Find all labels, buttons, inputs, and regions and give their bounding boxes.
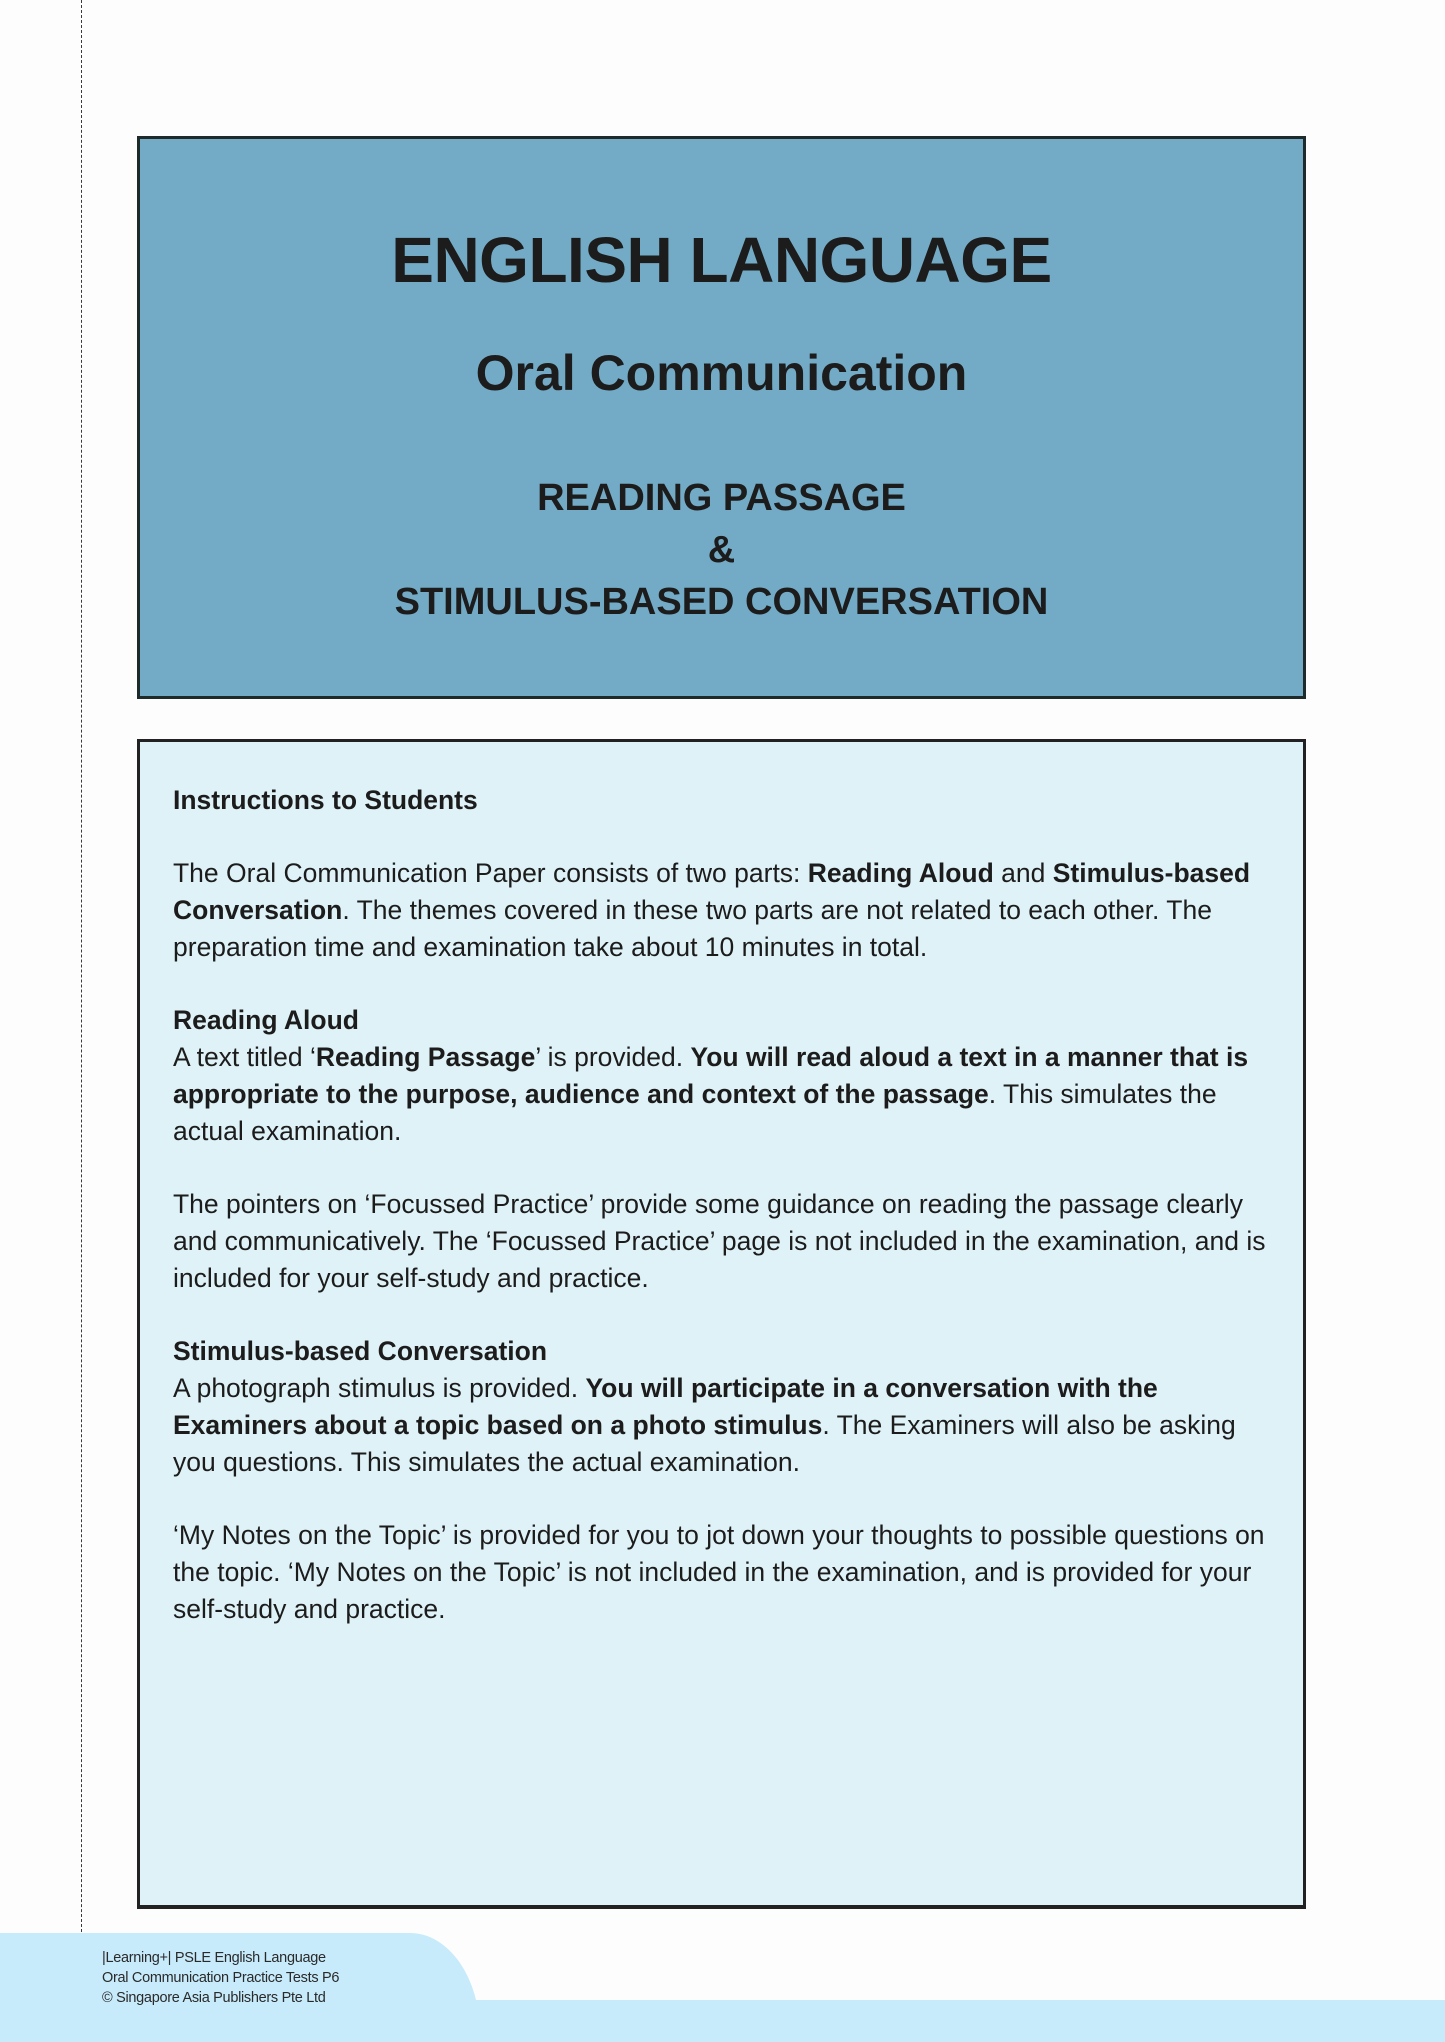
intro-text: . The themes covered in these two parts are not related to each other. The preparation time and examination take about 10 minutes in total.: [173, 895, 1212, 962]
intro-text: The Oral Communication Paper consists of two parts:: [173, 858, 808, 888]
reading-aloud-bold-task: You will read aloud a text in a manner that is appropriate to the purpose, audience and context of the passage: [173, 1042, 1249, 1109]
footer-publisher-info: [102, 1948, 339, 2008]
reading-aloud-section: [173, 1002, 1269, 1150]
my-notes-paragraph: ‘My Notes on the Topic’ is provided for you to jot down your thoughts to possible questions on the topic. ‘My Notes on the Topic’ is not included in the examination, and is provided for your self-study and practice.: [173, 1520, 1265, 1624]
reading-aloud-text: ’ is provided.: [535, 1042, 691, 1072]
cut-guide-dashed-line: [81, 0, 82, 2042]
footer-book-line: Oral Communication Practice Tests P6: [102, 1970, 340, 1986]
stimulus-section: [173, 1333, 1269, 1481]
document-title: ENGLISH LANGUAGE: [391, 224, 1052, 296]
title-banner: [137, 136, 1306, 699]
reading-aloud-bold-title: Reading Passage: [315, 1042, 536, 1072]
focussed-practice-paragraph: The pointers on ‘Focussed Practice’ provide some guidance on reading the passage clearly and communicatively. The ‘Focussed Practice’ page is not included in the examination, and is included for your self-study and practice.: [173, 1189, 1266, 1293]
reading-aloud-heading: Reading Aloud: [173, 1005, 359, 1035]
reading-aloud-text: . This simulates the actual examination.: [173, 1079, 1217, 1146]
part-title-ampersand: &: [707, 529, 736, 571]
intro-bold-stimulus: Stimulus-based Conversation: [173, 858, 1251, 925]
document-subtitle: Oral Communication: [475, 345, 968, 401]
part-title-stimulus-conversation: STIMULUS-BASED CONVERSATION: [394, 581, 1049, 623]
intro-text: and: [993, 858, 1053, 888]
stimulus-heading: Stimulus-based Conversation: [173, 1336, 548, 1366]
intro-paragraph: [173, 855, 1269, 966]
part-title-reading-passage: READING PASSAGE: [537, 477, 906, 519]
stimulus-text: A photograph stimulus is provided.: [173, 1373, 586, 1403]
intro-bold-reading-aloud: Reading Aloud: [807, 858, 994, 888]
instructions-panel: [137, 739, 1306, 1909]
footer-series-line: |Learning+| PSLE English Language: [102, 1950, 326, 1966]
reading-aloud-text: A text titled ‘: [173, 1042, 316, 1072]
stimulus-bold-task: You will participate in a conversation with the Examiners about a topic based on a photo stimulus: [173, 1373, 1158, 1440]
footer-copyright-line: © Singapore Asia Publishers Pte Ltd: [102, 1990, 326, 2006]
instructions-heading: Instructions to Students: [173, 785, 478, 815]
stimulus-text: . The Examiners will also be asking you questions. This simulates the actual examination.: [173, 1410, 1236, 1477]
